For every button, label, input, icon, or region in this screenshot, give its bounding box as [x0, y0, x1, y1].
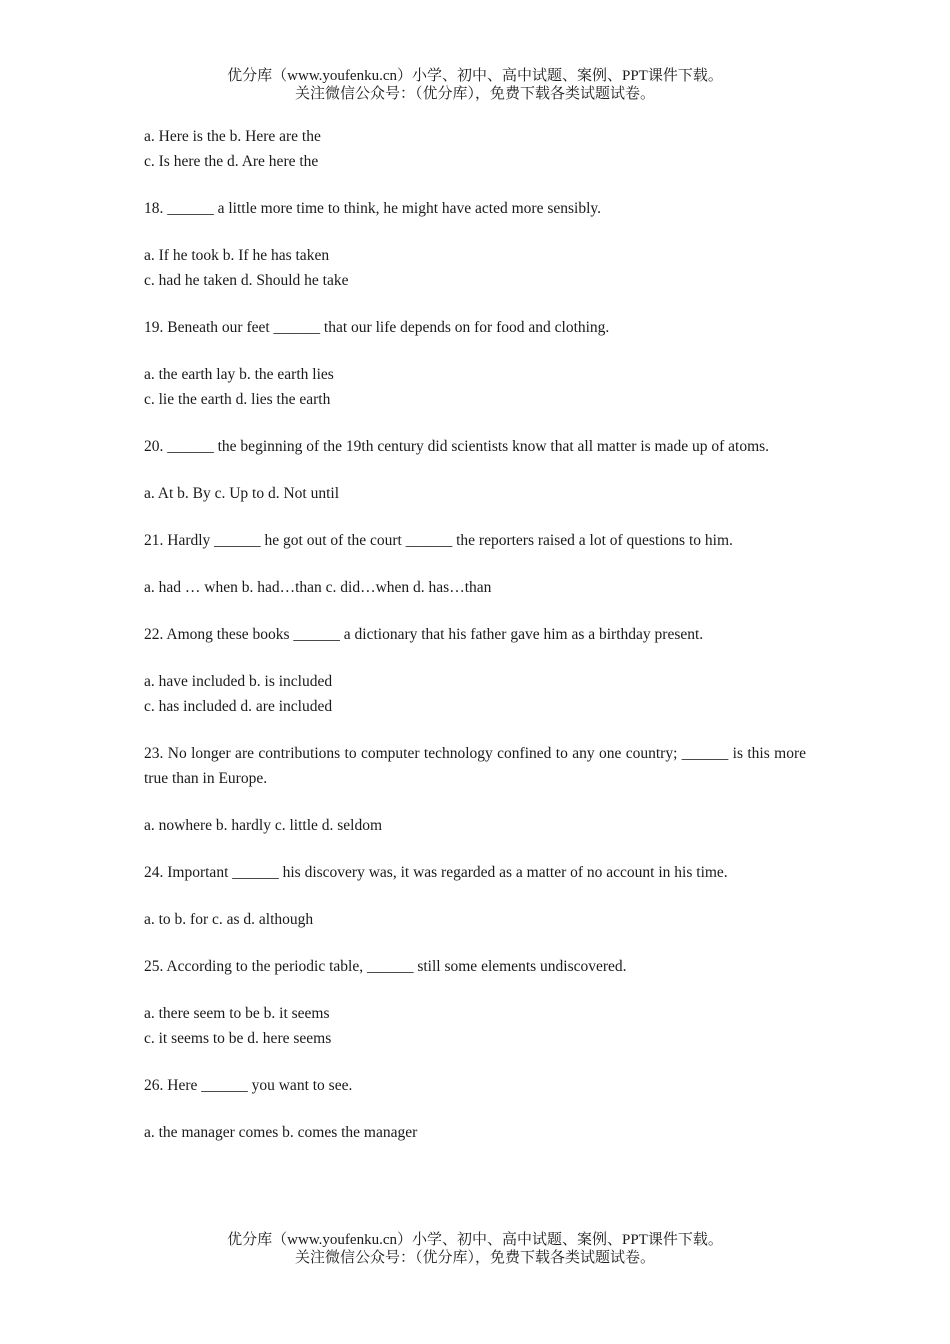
q19-options-1: a. the earth lay b. the earth lies	[144, 366, 334, 383]
q22-options-2: c. has included d. are included	[144, 698, 333, 715]
q21-stem: 21. Hardly ______ he got out of the court ______ the reporters raised a lot of questions to him.	[144, 532, 733, 549]
q21-options-1: a. had … when b. had…than c. did…when d. has…than	[144, 579, 492, 596]
q18-options-1: a. If he took b. If he has taken	[144, 247, 330, 264]
footer-line-2: 关注微信公众号：（优分库），免费下载各类试题试卷。	[294, 1250, 655, 1266]
q17-options-2: c. Is here the d. Are here the	[144, 153, 319, 170]
q24-stem: 24. Important ______ his discovery was, it was regarded as a matter of no account in his time.	[144, 864, 728, 881]
footer-line-1: 优分库（www.youfenku.cn）小学、初中、高中试题、案例、PPT课件下载。	[227, 1232, 723, 1248]
question-list	[144, 124, 806, 1145]
q23-stem: 23. No longer are contributions to computer technology confined to any one country; ______ is this more true than in Europe.	[144, 745, 806, 787]
q25-options-2: c. it seems to be d. here seems	[144, 1030, 332, 1047]
q19-options-2: c. lie the earth d. lies the earth	[144, 391, 331, 408]
header-line-2: 关注微信公众号：（优分库），免费下载各类试题试卷。	[294, 86, 655, 102]
q23-options-1: a. nowhere b. hardly c. little d. seldom	[144, 817, 383, 834]
q18-stem: 18. ______ a little more time to think, he might have acted more sensibly.	[144, 200, 602, 217]
q22-stem: 22. Among these books ______ a dictionary that his father gave him as a birthday present.	[144, 626, 704, 643]
q17-options-1: a. Here is the b. Here are the	[144, 128, 321, 145]
q26-options-1: a. the manager comes b. comes the manager	[144, 1124, 418, 1141]
q24-options-1: a. to b. for c. as d. although	[144, 911, 314, 928]
header-line-1: 优分库（www.youfenku.cn）小学、初中、高中试题、案例、PPT课件下载。	[227, 68, 723, 84]
q20-stem: 20. ______ the beginning of the 19th century did scientists know that all matter is made up of atoms.	[144, 438, 770, 455]
page-header	[0, 67, 950, 103]
q25-options-1: a. there seem to be b. it seems	[144, 1005, 330, 1022]
q18-options-2: c. had he taken d. Should he take	[144, 272, 349, 289]
page-footer	[0, 1231, 950, 1267]
q20-options-1: a. At b. By c. Up to d. Not until	[144, 485, 340, 502]
q25-stem: 25. According to the periodic table, ______ still some elements undiscovered.	[144, 958, 627, 975]
q19-stem: 19. Beneath our feet ______ that our life depends on for food and clothing.	[144, 319, 610, 336]
q26-stem: 26. Here ______ you want to see.	[144, 1077, 353, 1094]
q22-options-1: a. have included b. is included	[144, 673, 333, 690]
